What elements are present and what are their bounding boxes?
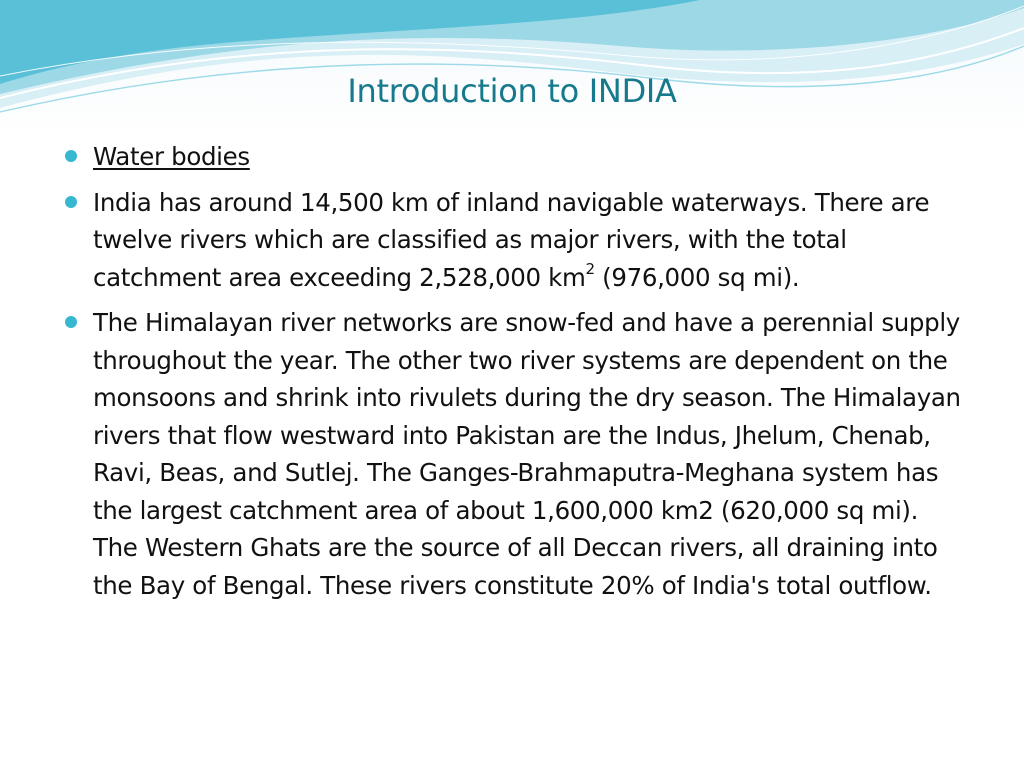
bullet-item-waterways xyxy=(62,184,962,297)
bullet-dot-icon xyxy=(65,196,77,208)
bullet-item-river-networks xyxy=(62,304,962,604)
bullet-dot-icon xyxy=(65,316,77,328)
bullet-text-river-networks: The Himalayan river networks are snow-fed and have a perennial supply throughout the year. The other two river systems are dependent on the monsoons and shrink into rivulets during the dry season. The Himalayan rivers that flow westward into Pakistan are the Indus, Jhelum, Chenab, Ravi, Beas, and Sutlej. The Ganges-Brahmaputra-Meghana system has the largest catchment area of about 1,600,000 km2 (620,000 sq mi). The Western Ghats are the source of all Deccan rivers, all draining into the Bay of Bengal. These rivers constitute 20% of India's total outflow. xyxy=(93,308,961,600)
bullet-text-waterways: India has around 14,500 km of inland navigable waterways. There are twelve rivers which are classified as major rivers, with the total catchment area exceeding 2,528,000 km xyxy=(93,187,930,292)
bullet-item-water-bodies xyxy=(62,138,962,176)
bullet-text-waterways-area: (976,000 sq mi). xyxy=(594,262,800,292)
slide-title: Introduction to INDIA xyxy=(347,72,677,110)
bullet-text-water-bodies: Water bodies xyxy=(93,142,250,171)
header-wave-decoration xyxy=(0,0,1024,130)
bullet-dot-icon xyxy=(65,150,77,162)
bullet-list xyxy=(62,138,962,612)
superscript-two: 2 xyxy=(585,260,595,279)
